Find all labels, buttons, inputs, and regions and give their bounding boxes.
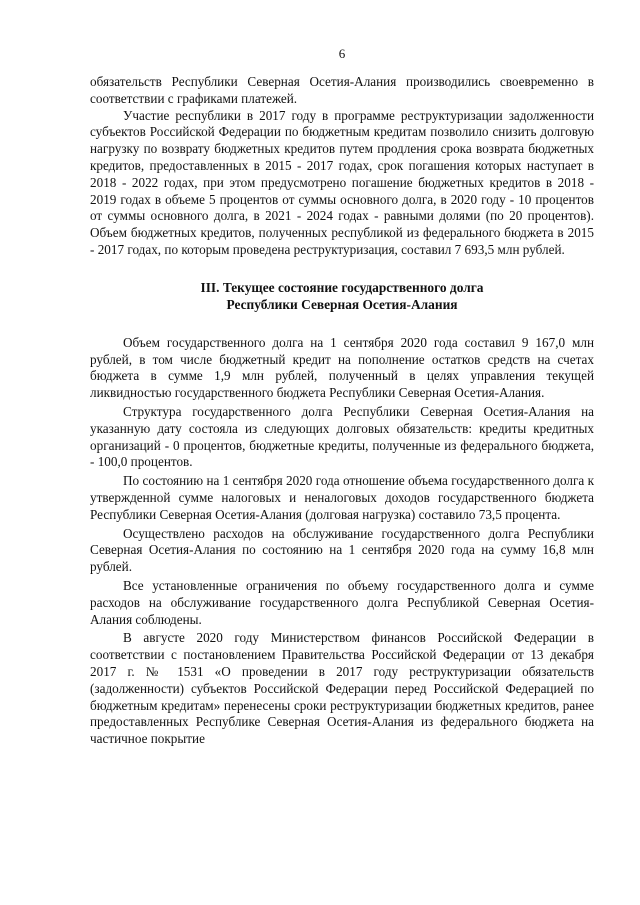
paragraph-5: По состоянию на 1 сентября 2020 года отношение объема государственного долга к утвержденной сумме налоговых и неналоговых доходов государственного бюджета Республики Северная Осетия-Алания (долговая нагрузка) составило 73,5 процента. [90,473,594,522]
paragraph-3: Объем государственного долга на 1 сентября 2020 года составил 9 167,0 млн рублей, в том числе бюджетный кредит на пополнение остатков средств на счетах бюджета в сумме 1,9 млн рублей, полученный в целях управления текущей ликвидностью государственного бюджета Республики Северная Осетия-Алания. [90,334,594,401]
paragraph-2: Участие республики в 2017 году в программе реструктуризации задолженности субъектов Российской Федерации по бюджетным кредитам позволило снизить долговую нагрузку по возврату бюджетных кредитов путем продления срока возврата бюджетных кредитов, предоставленных в 2015 - 2017 годах, срок погашения которых наступает в 2018 - 2022 годах, при этом предусмотрено погашение бюджетных кредитов в 2018 - 2019 годах в объеме 5 процентов от суммы основного долга, в 2020 году - 10 процентов от суммы основного долга, в 2021 - 2024 годах - равными долями (по 20 процентов). Объем бюджетных кредитов, полученных республикой из федерального бюджета в 2015 - 2017 годах, по которым проведена реструктуризация, составил 7 693,5 млн рублей. [90,107,594,257]
paragraph-7: Все установленные ограничения по объему государственного долга и сумме расходов на обслуживание государственного долга Республикой Северная Осетия-Алания соблюдены. [90,577,594,627]
section-heading-line-1: III. Текущее состояние государственного долга [200,279,484,295]
section-heading-line-2: Республики Северная Осетия-Алания [226,296,458,312]
paragraph-8: В августе 2020 году Министерством финансов Российской Федерации в соответствии с постановлением Правительства Российской Федерации от 13 декабря 2017 г. № 1531 «О проведении в 2017 году реструктуризации обязательств (задолженности) субъектов Российской Федерации перед Российской Федерацией по бюджетным кредитам» перенесены сроки реструктуризации бюджетных кредитов, ранее предоставленных Республике Северная Осетия-Алания из федерального бюджета на частичное покрытие [90,630,594,747]
section-heading [90,279,594,313]
paragraph-1: обязательств Республики Северная Осетия-Алания производились своевременно в соответствии с графиками платежей. [90,74,594,106]
paragraph-6: Осуществлено расходов на обслуживание государственного долга Республики Северная Осетия-Алания по состоянию на 1 сентября 2020 года на сумму 16,8 млн рублей. [90,525,594,575]
paragraph-4: Структура государственного долга Республики Северная Осетия-Алания на указанную дату состояла из следующих долговых обязательств: кредиты кредитных организаций - 0 процентов, бюджетные кредиты, полученные из федерального бюджета, - 100,0 процентов. [90,403,594,470]
page-number: 6 [338,46,346,61]
